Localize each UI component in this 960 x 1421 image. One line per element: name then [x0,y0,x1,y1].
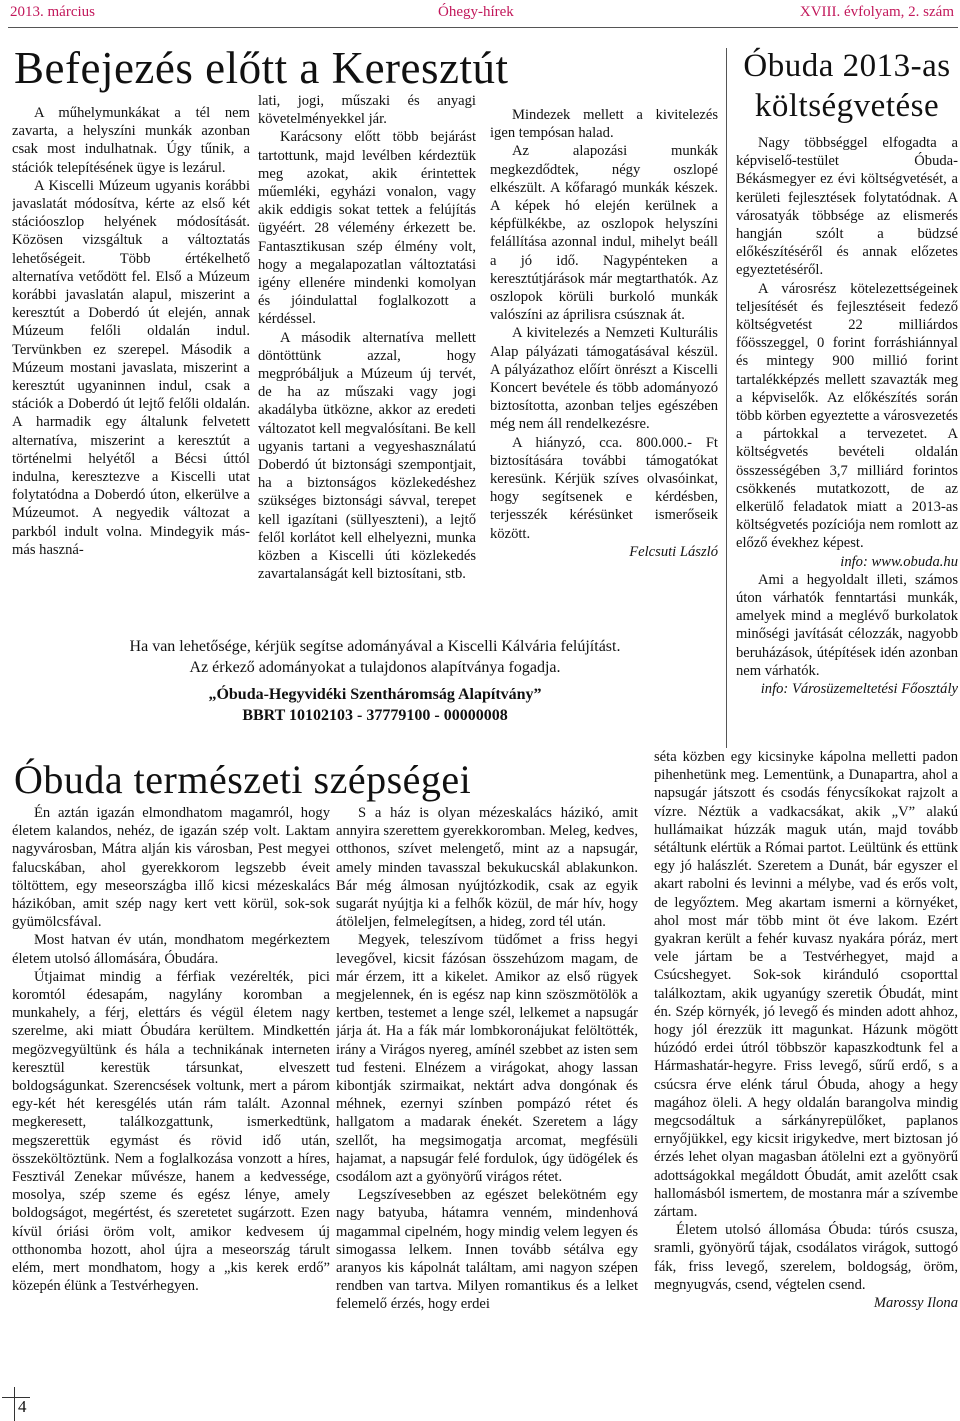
paragraph: A Kiscelli Múzeum ugyanis korábbi javaslatát módosítva, kérte az első két stációoszlop helyének módosítását. Közösen vizsgáltuk a változtatás lehetőségeit. Több értékelhető alternatíva vetődött fel. Első a Múzeum korábbi javaslatán alapul, miszerint a keresztút a Doberdó út elején, annak Múzeum felőli oldalán indul. Tervünkben ez szerepel. Második a Múzeum mostani javaslata, miszerint a keresztút ugyaninnen indul, csak a stációk a Doberdó út lejtő felőli oldalán. A harmadik egy általunk felvetett alternatíva, miszerint a keresztút a történelmi helyétől a Bécsi úttól indulna, keresztezve a Kiscelli utat folytatódna a Doberdó úton, elkerülve a Múzeumot. A negyedik változat a parkból indult volna. Mindegyik más-más haszná- [12,177,250,558]
paragraph: Mindezek mellett a kivitelezés igen tempósan halad. [490,107,718,142]
article1-col3 [490,106,718,600]
article2-source2: info: Városüzemeltetési Főosztály [760,681,958,698]
paragraph: lati, jogi, műszaki és anyagi követelményekkel jár. [258,93,476,128]
paragraph: S a ház is olyan mézeskalács házikó, amit annyira szerettem gyerekkoromban. Meleg, kedves, otthonos, szívet melengető, mint az a napsugár, amely minden tavasszal bekukucskál ablakunkon. Bár még álmosan nyújtózkodik, csak az egyik sugarát nyújtja ki a felhők közül, de már hív, hogy átöleljen, felmelegítsen, a hideg, zord tél után. [336,805,638,931]
article2-title: Óbuda 2013-as költségvetése [743,48,951,124]
paragraph: Ami a hegyoldalt illeti, számos úton várhatók fenntartási munkák, amelyek mind a meglévő burkolatok minőségi javítását célozzák, nagyobb beruházások, útépítések idén azonban nem várhatók. [736,571,958,679]
paragraph: Nagy többséggel elfogadta a képviselő-testület Óbuda-Békásmegyer ez évi költségvetését, a kerületi fejlesztések folytatódnak. A városatyák többsége az elismerés hangján szólt a büdzsé előkészítéséről és annak előzetes egyeztetéséről. [736,135,958,279]
article1-title: Befejezés előtt a Keresztút [14,43,509,93]
article3-signature: Marossy Ilona [873,1295,958,1312]
paragraph: Útjaimat mindig a férfiak vezérelték, pici koromtól édesapám, nagylány koromban a munkahely, a férj, elettárs és végül életem nagy szerelme, aki miatt Óbudára kerültem. Mindkettén megözvegyültünk és hála a technikának interneten keresztül kerestük társunkat, elveszett boldogságunkat. Szerencsések voltunk, mert a párom egy-két hét keresgélés után rám talált. Azonnal megkeresett, találkozgattunk, ismerkedtünk, megszerettük egymást és rövid idő után, összeköltöztünk. Nem a foglalkozása vonzott a híres, Fesztivál Zenekar művésze, hanem a kedvessége, mosolya, szép szeme és egész lénye, amely boldogságot, megértést, és szeretetet sugárzott. Ezen kívül óriási öröm volt, amikor kedvesem új otthonomba hozott, ahol újra a meseország tárult elém, mert mondhatom, hogy a „kis kerek erdő” közepén élünk a Testvérhegyen. [12,968,330,1295]
paragraph: Karácsony előtt több bejárást tartottunk, majd levélben kérdeztük meg azokat, akik érintettek műemléki, egyházi vonalon, vagy akik eddigis sokat tettek a felújítás ügyéért. 28 vélemény érkezett be. Fantasztikusan szép élmény volt, hogy a megalapozatlan változtatási igény ellenére mindenki komolyan és jóindulattal foglalkozott a kérdéssel. [258,129,476,328]
header-paper-name: Óhegy-hírek [438,4,514,20]
header-rule [8,27,958,28]
article1-signature: Felcsuti László [629,543,718,560]
page-number: 4 [18,1397,27,1416]
paragraph: A második alternatíva mellett döntöttünk azzal, hogy megpróbáljuk a Múzeum új tervét, de ha az műszaki vagy jogi akadályba ütközne, akkor az eredeti változatot kell megvalósítani. Be kell ugyanis tartani a vegyeshasználatú Doberdó út biztonsági szempontjait, ha a biztonságos közlekedéshez szükséges biztonsági sávval, terepet kell igazítani (süllyeszteni), a lejtő felől korlátot kell elhelyezni, munka közben a Kiscelli úti közlekedés zavartalanságát kell biztosítani, stb. [258,329,476,583]
bank-account: BBRT 10102103 - 37779100 - 00000008 [242,707,508,724]
paragraph: Én aztán igazán elmondhatom magamról, hogy életem kalandos, nehéz, de igazán szép volt. Laktam nagyvárosban, Mátra alján kis városban, Pest megyei falucskában, ahol gyerekkorom legszebb éveit töltöttem, egy meseországba illő kicsi mézeskalács házikóban, amit szép nagy kert vett körül, sok-sok gyümölcsfával. [12,805,330,931]
donation-box [30,636,720,726]
article3-title: Óbuda természeti szépségei [14,757,472,802]
paragraph: Az alapozási munkák megkezdődtek, négy oszlopé elkészült. A kőfaragó munkák készek. A képek hó elején kerülnek a képfülkékbe, az oszlopok helyszíni felállítása azonnal indul, mihelyt beáll a jó idő. Nagypénteken a keresztútjárások már megtarthatók. Az oszlopok körüli burkoló munkák valószíni az áprilisra csúsznak át. [490,143,718,324]
header-issue: XVIII. évfolyam, 2. szám [799,4,954,20]
paragraph: Életem utolsó állomása Óbuda: túrós csusza, sramli, gyönyörű tájak, csodálatos virágok, suttogó fák, friss levegő, szerelem, boldogság, öröm, megnyugvás, csend, végtelen csend. [654,1222,958,1293]
donation-line2: Az érkező adományokat a tulajdonos alapítványa fogadja. [189,659,561,676]
article3-col3 [654,748,958,1394]
column-divider [726,48,727,748]
article3-col1 [12,804,330,1394]
donation-line1: Ha van lehetősége, kérjük segítse adományával a Kiscelli Kálvária felújítást. [129,638,621,655]
paragraph: A hiányzó, cca. 800.000.- Ft biztosítására további támogatókat keresünk. Kérjük szíves olvasóinkat, hogy segítsenek e kérdésben, terjesszék kérésünket ismerőseik között. [490,434,718,542]
paragraph: A kivitelezés a Nemzeti Kulturális Alap pályázati támogatásával készül. A pályázathoz előírt önrészt a Kiscelli Koncert bevétele és több adományozó biztosította, azonban teljes egészében még nem áll rendelkezésre. [490,325,718,433]
header-date: 2013. március [10,4,95,20]
article1-col1 [12,104,250,604]
paragraph: Most hatvan év után, mondhatom megérkeztem életem utolsó állomására, Óbudára. [12,932,330,967]
article2-source1: info: www.obuda.hu [840,553,958,570]
foundation-name: „Óbuda-Hegyvidéki Szentháromság Alapítvány” [208,686,542,703]
article1-col2 [258,92,476,604]
paragraph: Megyek, teleszívom tüdőmet a friss hegyi levegővel, kicsit fázósan összehúzom magam, de már érzem, itt a kikelet. Amikor az első rügyek megjelennek, én is egész nap kinn szöszmötölök a kertben, testemet a lenge szél, lelkemet a napsugár járja át. Ha a fák már lombkoronájukat felöltötték, irány a Virágos nyereg, amínél szebbet az isten sem tud festeni. Elnézem a virágokat, ahogy lassan kibontják szirmaikat, nektárt adva dongónak és méhnek, ezernyi színben pompázó rétet és hallgatom a madarak énekét. Szeretem a lágy szellőt, ha megsimogatja arcomat, megfésüli hajamat, a napsugár felé fordulok, úgy üdögélek és csodálom azt a gyönyörű virágos rétet. [336,932,638,1186]
paragraph: A műhelymunkákat a tél nem zavarta, a helyszíni munkák azonban csak most indulhatnak. Úgy tűnik, a stációk telepítésének ügye is lezárul. [12,105,250,176]
article3-col2 [336,804,638,1394]
paragraph: Legszívesebben az egészet belekötném egy nagy batyuba, hátamra venném, mindenhová magammal cipelném, hogy mindig velem legyen és simogassa lelkem. Innen tovább sétálva egy aranyos kis kápolnát találtam, ami nagyon szépen rendben van tartva. Milyen romantikus és a lelket felemelő érzés, hogy erdei [336,1187,638,1313]
article2-body [736,134,958,746]
paragraph: séta közben egy kicsinyke kápolna melletti padon pihenhetünk meg. Lementünk, a Dunapartra, ahol a napsugár játszott és csodás fénycsíkokat rajzolt a vízre. Néztük a vadkacsákat, akik „V” alakú hullámaikat húzzák maguk után, majd tovább sétáltunk elértük a Római partot. Leültünk és ettünk egy jó halászlét. Szeretem a Dunát, bár egyszer el akart rabolni és levinni a mélybe, vad és erős volt, de legyőztem. Meg akartam ismerni a környéket, ahol most már több mint öt éve lakom. Ezért gyakran került a fehér kuvasz nyakára póráz, mert vele jártam be a Testvérhegyet, majd a Csúcshegyet. Sok-sok kiránduló csoporttal találkoztam, akik ugyanúgy szeretik Óbudát, mint én. Szép környék, jó levegő és minden adott ahhoz, hogy jól érezzük itt magunkat. Házunk mögött húzódó erdei útról többször kapaszkodtunk fel a Hármashatár-hegyre. Friss levegő, sűrű erdő, s a csúcsra érve elénk tárul Óbuda, ahogy a hegy magához öleli. A hegy oldalán barangolva mindig megcsodáltuk a sárkányrepülőket, paplanos ernyőjükkel, egy kicsit irigykedve, mert biztosan jó érzés lehet olyan magasban átölelni ezt a gyönyörű adottságokkal megáldott Óbudát, amit azelőtt csak hallomásból ismertem, de mostanra már a szívembe zártam. [654,749,958,1221]
paragraph: A városrész kötelezettségeinek teljesítését és fejlesztéseit fedező költségvetést 22 milliárdos főösszeggel, 0 forint forráshiánnyal és mintegy 900 millió forint tartalékképzés mellett szavazták meg a képviselők. Az előkészítés során több körben egyeztette a városvezetés a pártokkal a tervezetet. A költségvetés bevételi oldalán összességében 3,7 milliárd forintos csökkenés mutatkozott, de az elkerülő feladatok miatt a 2013-as költségvetés pozíciója nem romlott az előző évekhez képest. [736,280,958,552]
